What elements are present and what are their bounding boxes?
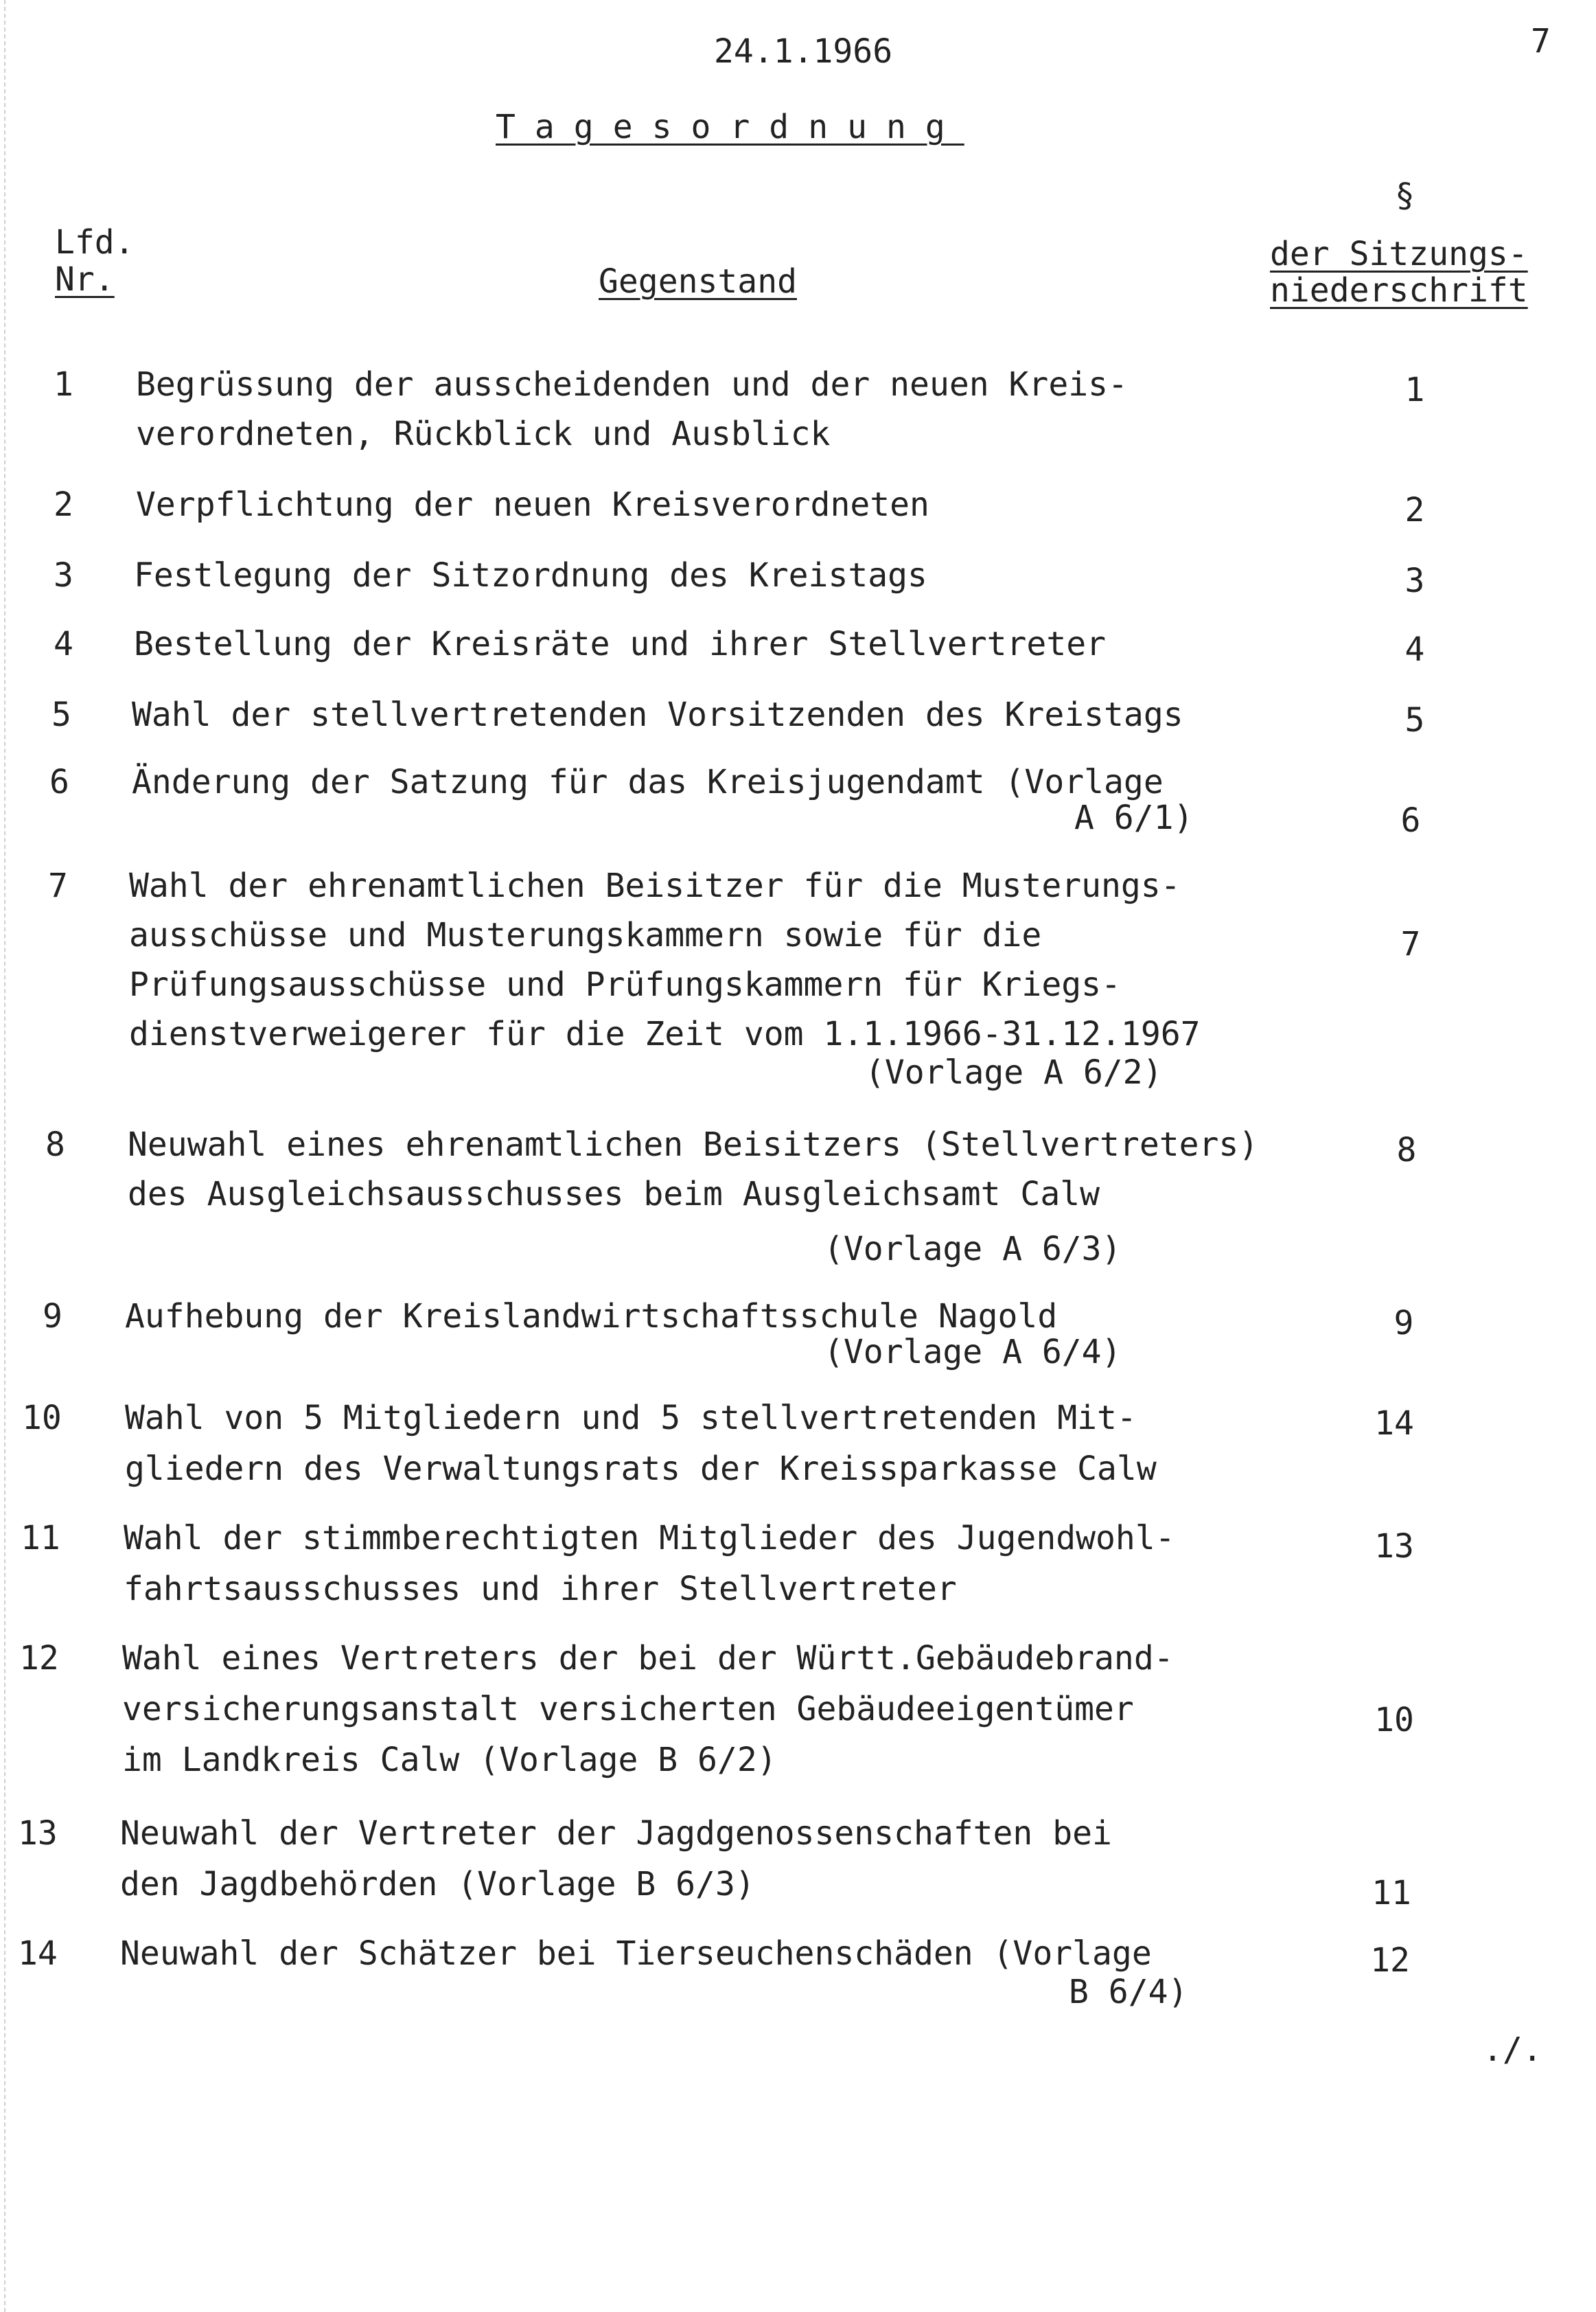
item-text: (Vorlage A 6/2) — [865, 1053, 1163, 1092]
page-number: 7 — [1531, 22, 1551, 60]
column-header-niederschrift: niederschrift — [1270, 271, 1528, 310]
item-text: Prüfungsausschüsse und Prüfungskammern für Kriegs- — [129, 965, 1121, 1004]
item-text: (Vorlage A 6/3) — [824, 1230, 1122, 1268]
item-text: Wahl von 5 Mitgliedern und 5 stellvertretenden Mit- — [125, 1399, 1137, 1437]
item-text: Festlegung der Sitzordnung des Kreistags — [134, 556, 927, 595]
item-paragraph-ref: 13 — [1374, 1527, 1414, 1566]
item-text: ausschüsse und Musterungskammern sowie für die — [129, 916, 1042, 954]
item-text: Begrüssung der ausscheidenden und der neuen Kreis- — [136, 365, 1128, 404]
item-paragraph-ref: 7 — [1400, 925, 1421, 963]
item-paragraph-ref: 6 — [1400, 801, 1421, 840]
item-number: 5 — [51, 696, 71, 734]
item-text: Wahl der ehrenamtlichen Beisitzer für die Musterungs- — [129, 867, 1181, 905]
item-text: fahrtsausschusses und ihrer Stellvertreter — [124, 1570, 957, 1608]
item-number: 9 — [43, 1297, 62, 1336]
item-number: 13 — [18, 1814, 58, 1853]
item-number: 7 — [48, 867, 68, 905]
item-paragraph-ref: 4 — [1404, 630, 1425, 669]
item-number: 10 — [22, 1399, 62, 1437]
item-text: versicherungsanstalt versicherten Gebäudeeigentümer — [122, 1690, 1134, 1728]
item-text: Neuwahl eines ehrenamtlichen Beisitzers (Stellvertreters) — [128, 1125, 1259, 1164]
item-paragraph-ref: 12 — [1370, 1941, 1410, 1980]
item-number: 3 — [54, 556, 73, 595]
item-text: verordneten, Rückblick und Ausblick — [136, 415, 831, 453]
document-date: 24.1.1966 — [714, 32, 893, 71]
item-paragraph-ref: 9 — [1393, 1304, 1414, 1342]
item-text: A 6/1) — [1074, 799, 1194, 837]
item-text: gliedern des Verwaltungsrats der Kreissparkasse Calw — [125, 1450, 1157, 1488]
item-text: Neuwahl der Schätzer bei Tierseuchenschäden (Vorlage — [120, 1934, 1152, 1973]
paragraph-sign: § — [1395, 176, 1415, 215]
page-edge — [0, 0, 5, 2312]
item-paragraph-ref: 8 — [1396, 1131, 1417, 1169]
column-header-lfd: Lfd. — [55, 223, 135, 262]
item-text: Verpflichtung der neuen Kreisverordneten — [136, 485, 929, 524]
column-header-nr: Nr. — [55, 260, 115, 299]
item-text: (Vorlage A 6/4) — [824, 1333, 1122, 1371]
item-number: 2 — [54, 485, 73, 524]
item-text: des Ausgleichsausschusses beim Ausgleichsamt Calw — [128, 1175, 1100, 1213]
item-text: Wahl eines Vertreters der bei der Württ.Gebäudebrand- — [122, 1639, 1174, 1678]
agenda-title: Tagesordnung — [496, 108, 964, 146]
item-text: B 6/4) — [1069, 1973, 1188, 2011]
item-number: 12 — [19, 1639, 59, 1678]
item-text: den Jagdbehörden (Vorlage B 6/3) — [120, 1865, 755, 1903]
item-text: dienstverweigerer für die Zeit vom 1.1.1966-31.12.1967 — [129, 1015, 1201, 1053]
item-paragraph-ref: 11 — [1372, 1874, 1411, 1912]
column-header-der-sitzungs: der Sitzungs- — [1270, 235, 1528, 273]
item-paragraph-ref: 1 — [1404, 371, 1425, 409]
item-paragraph-ref: 14 — [1374, 1404, 1414, 1443]
item-number: 11 — [21, 1519, 60, 1557]
item-paragraph-ref: 10 — [1374, 1701, 1414, 1739]
item-paragraph-ref: 3 — [1404, 562, 1425, 600]
item-number: 6 — [49, 763, 69, 801]
item-paragraph-ref: 2 — [1404, 491, 1425, 529]
item-number: 8 — [45, 1125, 65, 1164]
item-paragraph-ref: 5 — [1404, 701, 1425, 740]
item-number: 4 — [54, 625, 73, 663]
item-text: Neuwahl der Vertreter der Jagdgenossenschaften bei — [120, 1814, 1112, 1853]
item-text: Aufhebung der Kreislandwirtschaftsschule Nagold — [125, 1297, 1058, 1336]
item-number: 1 — [54, 365, 73, 404]
column-header-gegenstand: Gegenstand — [599, 262, 797, 301]
item-text: im Landkreis Calw (Vorlage B 6/2) — [122, 1741, 777, 1779]
continuation-mark: ./. — [1483, 2030, 1542, 2069]
item-text: Wahl der stellvertretenden Vorsitzenden des Kreistags — [132, 696, 1183, 734]
item-text: Änderung der Satzung für das Kreisjugendamt (Vorlage — [132, 763, 1164, 801]
item-number: 14 — [18, 1934, 58, 1973]
item-text: Wahl der stimmberechtigten Mitglieder des Jugendwohl- — [124, 1519, 1175, 1557]
item-text: Bestellung der Kreisräte und ihrer Stellvertreter — [134, 625, 1107, 663]
